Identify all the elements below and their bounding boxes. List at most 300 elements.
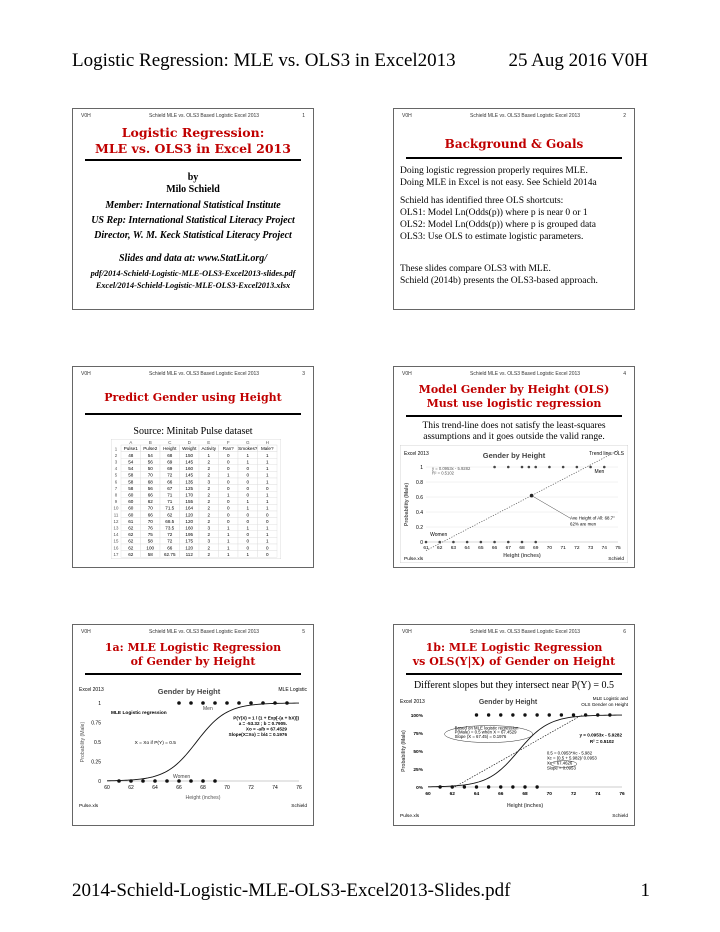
men-point — [589, 466, 592, 469]
table-cell-value: 62 — [128, 532, 134, 538]
slide-title: Predict Gender using Height — [104, 391, 282, 404]
women-point — [493, 541, 496, 544]
women-point — [499, 785, 502, 788]
table-cell-value: 1 — [265, 479, 269, 485]
x-tick-label: 70 — [224, 785, 230, 791]
table-cell-value: 1 — [246, 551, 250, 557]
title-rule — [85, 673, 301, 675]
table-cell-value: 1 — [265, 538, 269, 544]
x-tick-label: 73 — [587, 546, 594, 551]
footer-right: Schield — [291, 804, 307, 809]
author: Milo Schield — [166, 184, 220, 195]
tag-right-1: MLE Logistic and — [592, 696, 628, 701]
table-cell-value: 0 — [246, 512, 250, 518]
women-point — [452, 541, 455, 544]
table-cell-value: 1 — [226, 472, 230, 478]
slide-header-version: V0H — [81, 113, 91, 119]
chart-frame — [400, 445, 628, 563]
pulse-data-table — [111, 439, 281, 559]
table-cell-value: 3 — [207, 538, 211, 544]
text-line: assumptions and it goes outside the valid range. — [423, 432, 605, 442]
slide-header-title: Schield MLE vs. OLS3 Based Logistic Excel 2013 — [470, 629, 581, 635]
women-point — [165, 779, 169, 783]
women-point — [201, 779, 205, 783]
slide-title-line2: of Gender by Height — [130, 655, 256, 668]
slide-number: 4 — [623, 371, 626, 377]
tag-left: Excel 2013 — [404, 451, 429, 457]
column-letter: D — [187, 440, 191, 445]
slide-header-version: V0H — [402, 371, 412, 377]
table-cell-value: 150 — [185, 452, 194, 458]
row-number: 7 — [114, 485, 118, 491]
women-point — [487, 785, 490, 788]
slide-3 — [72, 366, 314, 568]
women-point — [438, 785, 441, 788]
table-cell-value: 0 — [246, 532, 250, 538]
footer-left: Pulse.xls — [400, 814, 420, 819]
table-cell-value: 2 — [207, 485, 211, 491]
table-cell-value: 0 — [246, 479, 250, 485]
row-number: 4 — [114, 466, 118, 472]
column-letter: A — [129, 440, 133, 445]
table-cell-value: 0 — [226, 499, 230, 505]
table-cell-value: 0 — [265, 518, 269, 524]
column-letter: E — [207, 440, 211, 445]
slide-6 — [393, 624, 635, 826]
men-label: Men — [594, 469, 605, 475]
excel-file-path: Excel/2014-Schield-Logistic-MLE-OLS3-Excel2013.xlsx — [95, 281, 291, 290]
table-cell-value: 70 — [147, 518, 153, 524]
title-rule — [85, 413, 301, 415]
slide-1 — [72, 108, 314, 310]
row-number: 11 — [113, 512, 119, 518]
x-tick-label: 76 — [296, 785, 302, 791]
x-tick-label: 63 — [450, 546, 457, 551]
x-axis-label: Height (inches) — [506, 803, 544, 809]
table-cell-value: 62 — [167, 512, 173, 518]
table-cell-value: 0 — [265, 512, 269, 518]
table-cell-value: 58 — [147, 551, 153, 557]
table-cell-value: 195 — [185, 532, 194, 538]
data-location: Slides and data at: www.StatLit.org/ — [119, 253, 267, 264]
x-tick-label: 70 — [546, 546, 553, 551]
table-cell-value: 0 — [226, 466, 230, 472]
table-cell-value: 1 — [226, 538, 230, 544]
table-cell-value: 48 — [128, 452, 134, 458]
table-cell-value: 67 — [167, 485, 173, 491]
x-tick-label: 66 — [491, 546, 498, 551]
table-cell-value: 66 — [147, 512, 153, 518]
women-point — [213, 779, 217, 783]
row-number: 17 — [113, 551, 119, 557]
ols-equation: y = 0.0953x - 5.9282 — [579, 732, 622, 738]
page-header-title: Logistic Regression: MLE vs. OLS3 in Excel2013 — [72, 50, 456, 71]
slide-header-title: Schield MLE vs. OLS3 Based Logistic Excel 2013 — [470, 371, 581, 377]
table-cell-value: 120 — [185, 518, 194, 524]
header-cell-label: Activity — [201, 446, 217, 452]
men-point — [521, 466, 524, 469]
table-cell-value: 60 — [128, 512, 134, 518]
men-point — [273, 701, 277, 705]
table-cell-value: 1 — [265, 466, 269, 472]
table-cell-value: 1 — [265, 505, 269, 511]
men-point — [523, 713, 526, 716]
table-cell-value: 1 — [265, 492, 269, 498]
men-point — [201, 701, 205, 705]
table-cell-value: 145 — [185, 459, 194, 465]
slide-number: 1 — [302, 113, 305, 119]
table-cell-value: 69 — [167, 466, 173, 472]
table-cell-value: 0 — [246, 545, 250, 551]
women-label: Women — [430, 532, 448, 538]
women-label: Women — [173, 774, 191, 780]
table-cell-value: 3 — [207, 525, 211, 531]
table-cell-value: 68 — [167, 452, 173, 458]
header-cell-label: Height — [163, 446, 177, 452]
women-point — [535, 785, 538, 788]
y-tick-label: 0 — [420, 539, 423, 546]
box-label: MLE Logistic regression — [111, 710, 167, 716]
y-tick-label: 0.8 — [416, 479, 423, 486]
slide-title-line1: Logistic Regression: — [121, 125, 265, 140]
table-cell-value: 1 — [265, 452, 269, 458]
men-point — [511, 713, 514, 716]
x-tick-label: 74 — [595, 792, 601, 797]
mle-note-1: Based on MLE logistic regression — [454, 725, 519, 731]
table-cell-value: 120 — [185, 545, 194, 551]
x-tick-label: 67 — [505, 546, 511, 551]
table-cell-value: 1 — [246, 525, 250, 531]
table-cell-value: 60 — [128, 492, 134, 498]
women-point — [480, 541, 483, 544]
tag-left: Excel 2013 — [400, 699, 425, 705]
column-letter: C — [168, 440, 172, 445]
y-axis-label: Probability (Male) — [401, 730, 407, 772]
row-number: 9 — [114, 499, 118, 505]
y-tick-label: 0.2 — [416, 524, 423, 531]
table-cell-value: 1 — [265, 472, 269, 478]
table-cell-value: 2 — [207, 518, 211, 524]
slide-number: 5 — [302, 629, 305, 635]
slide-header-version: V0H — [81, 371, 91, 377]
men-point — [534, 466, 537, 469]
row-number: 5 — [114, 472, 118, 478]
header-cell-label: Smokes? — [238, 446, 258, 452]
table-cell-value: 0 — [226, 505, 230, 511]
table-cell-value: 0 — [226, 512, 230, 518]
mle-chart — [77, 683, 309, 819]
table-cell-value: 62 — [128, 545, 134, 551]
men-point — [177, 701, 181, 705]
table-cell-value: 1 — [265, 525, 269, 531]
women-point — [523, 785, 526, 788]
x-tick-label: 74 — [601, 546, 607, 551]
table-cell-value: 0 — [246, 466, 250, 472]
row-number: 12 — [113, 518, 119, 524]
table-cell-value: 54 — [128, 459, 134, 465]
slide-number: 2 — [623, 113, 626, 119]
column-letter: H — [265, 440, 269, 445]
text-line: OLS2: Model Ln(Odds(p)) where p is grouped data — [400, 220, 597, 230]
header-cell-label: Weight — [182, 446, 197, 452]
table-cell-value: 0 — [246, 485, 250, 491]
table-cell-value: 58 — [128, 485, 134, 491]
table-cell-value: 0 — [226, 452, 230, 458]
men-point — [608, 713, 611, 716]
x-tick-label: 65 — [478, 546, 484, 551]
women-point — [153, 779, 157, 783]
x-tick-label: 64 — [473, 792, 480, 797]
table-cell-value: 1 — [226, 525, 230, 531]
table-cell-value: 145 — [185, 472, 194, 478]
men-point — [475, 713, 478, 716]
x-axis-label: Height (inches) — [503, 553, 541, 559]
slide-number: 6 — [623, 629, 626, 635]
table-cell-value: 2 — [207, 512, 211, 518]
title-rule — [406, 415, 622, 417]
chart-title: Gender by Height — [482, 451, 546, 460]
title-rule — [406, 673, 622, 675]
women-point — [425, 541, 428, 544]
table-cell-value: 2 — [207, 532, 211, 538]
row-number: 8 — [114, 492, 118, 498]
table-cell-value: 1 — [226, 492, 230, 498]
x-tick-label: 76 — [619, 792, 625, 797]
table-cell-value: 76 — [147, 525, 153, 531]
column-letter: B — [148, 440, 152, 445]
table-cell-value: 68 — [147, 479, 153, 485]
women-point — [129, 779, 133, 783]
men-point — [189, 701, 193, 705]
men-label: Men — [203, 706, 213, 712]
men-point — [560, 713, 563, 716]
affiliation-3: Director, W. M. Keck Statistical Literacy Project — [94, 230, 292, 241]
slide-header-title: Schield MLE vs. OLS3 Based Logistic Excel 2013 — [470, 113, 581, 119]
table-cell-value: 72 — [167, 538, 173, 544]
by-label: by — [187, 172, 199, 183]
table-cell-value: 1 — [265, 499, 269, 505]
footer-right: Schield — [608, 557, 624, 562]
x-tick-label: 72 — [574, 546, 580, 551]
slide-subtitle: Different slopes but they intersect near P(Y) = 0.5 — [413, 680, 615, 691]
footer-left: Pulse.xls — [404, 557, 424, 562]
table-cell-value: 0 — [226, 485, 230, 491]
men-point — [572, 713, 575, 716]
table-cell-value: 1 — [226, 551, 230, 557]
table-cell-value: 50 — [147, 466, 153, 472]
men-point — [535, 713, 538, 716]
x-tick-label: 62 — [128, 785, 134, 791]
table-cell-value: 0 — [265, 551, 269, 557]
x-tick-label: 68 — [522, 792, 528, 797]
table-cell-value: 1 — [246, 452, 250, 458]
table-cell-value: 1 — [246, 459, 250, 465]
ols-r-squared: R² = 0.5102 — [589, 739, 614, 745]
men-point — [603, 466, 606, 469]
table-cell-value: 75 — [147, 532, 153, 538]
table-cell-value: 1 — [265, 532, 269, 538]
men-point — [213, 701, 217, 705]
slide-title: Background & Goals — [444, 137, 584, 151]
text-line: OLS1: Model Ln(Odds(p)) where p is near 0 or 1 — [400, 208, 588, 218]
table-cell-value: 1 — [246, 505, 250, 511]
slide-title-line1: 1a: MLE Logistic Regression — [104, 641, 282, 654]
men-point — [499, 713, 502, 716]
men-point — [249, 701, 253, 705]
table-cell-value: 54 — [128, 466, 134, 472]
x-tick-label: 72 — [570, 792, 577, 797]
table-cell-value: 1 — [207, 452, 211, 458]
table-cell-value: 1 — [226, 545, 230, 551]
y-tick-label: 0.75 — [91, 720, 101, 727]
women-point — [451, 785, 454, 788]
x-tick-label: 60 — [425, 792, 431, 797]
footer-right: Schield — [612, 814, 628, 819]
text-line: This trend-line does not satisfy the least-squares — [422, 421, 606, 431]
men-point — [225, 701, 229, 705]
y-tick-label: 75% — [413, 731, 423, 737]
column-letter: G — [245, 440, 250, 445]
table-cell-value: 62 — [147, 499, 153, 505]
table-cell-value: 56 — [147, 485, 153, 491]
row-number: 1 — [114, 446, 118, 452]
table-cell-value: 3 — [207, 479, 211, 485]
x-tick-label: 61 — [423, 546, 429, 551]
y-tick-label: 1 — [420, 464, 423, 471]
header-cell-label: Ran? — [222, 446, 234, 452]
table-cell-value: 155 — [185, 499, 194, 505]
x-tick-label: 69 — [533, 546, 539, 551]
affiliation-2: US Rep: International Statistical Literacy Project — [91, 215, 295, 226]
x-tick-label: 70 — [546, 792, 552, 797]
women-point — [511, 785, 514, 788]
y-tick-label: 0% — [416, 785, 423, 791]
page-number: 1 — [640, 880, 650, 901]
table-cell-value: 2 — [207, 466, 211, 472]
slide-2 — [393, 108, 635, 310]
row-number: 13 — [113, 525, 119, 531]
table-cell-value: 2 — [207, 505, 211, 511]
men-point — [507, 466, 510, 469]
row-number: 15 — [113, 538, 119, 544]
x-axis-label: Height (inches) — [185, 795, 221, 801]
table-cell-value: 0 — [246, 538, 250, 544]
y-tick-label: 0 — [98, 778, 101, 785]
formula-2: a = -53.32 ; b = 0.7905. — [238, 720, 287, 726]
table-cell-value: 1 — [265, 459, 269, 465]
page-footer-filename: 2014-Schield-Logistic-MLE-OLS3-Excel2013-Slides.pdf — [72, 880, 511, 901]
slide-number: 3 — [302, 371, 305, 377]
table-cell-value: 58 — [147, 538, 153, 544]
men-point — [261, 701, 265, 705]
x-tick-label: 75 — [615, 546, 621, 551]
table-cell-value: 0 — [265, 485, 269, 491]
trend-equation: y = 0.0953x - 5.9282 — [432, 466, 471, 471]
x-tick-label: 74 — [272, 785, 278, 791]
table-cell-value: 1 — [246, 499, 250, 505]
average-note-2: 62% are men — [570, 521, 597, 527]
xo-note: X = Xo if P(Y) = 0.5 — [134, 740, 176, 746]
table-cell-value: 2 — [207, 545, 211, 551]
men-point — [576, 466, 579, 469]
affiliation-1: Member: International Statistical Institute — [105, 200, 281, 211]
table-cell-value: 62 — [128, 551, 134, 557]
table-cell-value: 58 — [128, 479, 134, 485]
x-tick-label: 66 — [176, 785, 182, 791]
table-cell-value: 72 — [167, 532, 173, 538]
x-tick-label: 64 — [464, 546, 470, 551]
mle-note-2: P(Male) = 0.5 when X = 67.4529 — [454, 729, 517, 735]
table-cell-value: 164 — [185, 505, 194, 511]
y-tick-label: 0.4 — [416, 509, 423, 516]
x-tick-label: 71 — [560, 546, 566, 551]
men-point — [528, 466, 531, 469]
ols-note-3: Xc = 67.4626 — [546, 760, 573, 766]
text-line: These slides compare OLS3 with MLE. — [400, 264, 551, 274]
formula-1: P(Y|X) = 1 / (1 + Exp[-(a + bX)]) — [233, 715, 299, 721]
table-cell-value: 2 — [207, 499, 211, 505]
row-number: 14 — [113, 532, 119, 538]
slide-4 — [393, 366, 635, 568]
y-tick-label: 0.5 — [94, 739, 101, 746]
slide-title-line2: Must use logistic regression — [426, 397, 602, 410]
table-cell-value: 175 — [185, 538, 194, 544]
table-cell-value: 170 — [185, 492, 194, 498]
men-point — [237, 701, 241, 705]
table-cell-value: 2 — [207, 459, 211, 465]
x-tick-label: 68 — [200, 785, 206, 791]
slides-file-path: pdf/2014-Schield-Logistic-MLE-OLS3-Excel2013-slides.pdf — [90, 269, 296, 278]
page-header-date: 25 Aug 2016 V0H — [508, 50, 648, 71]
women-point — [438, 541, 441, 544]
table-cell-value: 71 — [167, 492, 173, 498]
table-cell-value: 70 — [147, 472, 153, 478]
table-cell-value: 62.75 — [164, 551, 176, 557]
r-squared: R² = 0.5102 — [432, 470, 454, 476]
table-cell-value: 125 — [185, 485, 194, 491]
tag-left: Excel 2013 — [79, 687, 104, 693]
x-tick-label: 68 — [519, 546, 525, 551]
table-cell-value: 72 — [167, 472, 173, 478]
y-tick-label: 100% — [410, 713, 423, 719]
table-cell-value: 71.5 — [165, 505, 175, 511]
ols-note-1: 0.5 = 0.0953*Xc - 5.982 — [546, 750, 593, 756]
y-axis-label: Probability (Male) — [80, 721, 86, 763]
women-point — [475, 785, 478, 788]
chart-title: Gender by Height — [157, 687, 221, 696]
women-point — [534, 541, 537, 544]
table-cell-value: 112 — [185, 551, 193, 557]
slide-5 — [72, 624, 314, 826]
formula-4: Slope(X=Xo) = b/4 = 0.1976 — [228, 731, 287, 737]
table-cell-value: 0 — [265, 545, 269, 551]
ols-note-2: Xc = (0.5 + 5.982)/ 0.0953 — [546, 755, 597, 761]
slide-header-title: Schield MLE vs. OLS3 Based Logistic Excel 2013 — [149, 113, 260, 119]
y-tick-label: 0.6 — [416, 494, 423, 501]
table-cell-value: 2 — [207, 551, 211, 557]
table-cell-value: 2 — [207, 492, 211, 498]
y-tick-label: 25% — [413, 767, 423, 773]
average-point — [530, 494, 534, 498]
table-cell-value: 56 — [147, 459, 153, 465]
table-cell-value: 60 — [128, 499, 134, 505]
table-cell-value: 62 — [128, 538, 134, 544]
table-cell-value: 0 — [246, 518, 250, 524]
table-cell-value: 71 — [167, 499, 173, 505]
women-point — [507, 541, 510, 544]
row-number: 2 — [114, 452, 118, 458]
table-cell-value: 68.5 — [165, 518, 175, 524]
